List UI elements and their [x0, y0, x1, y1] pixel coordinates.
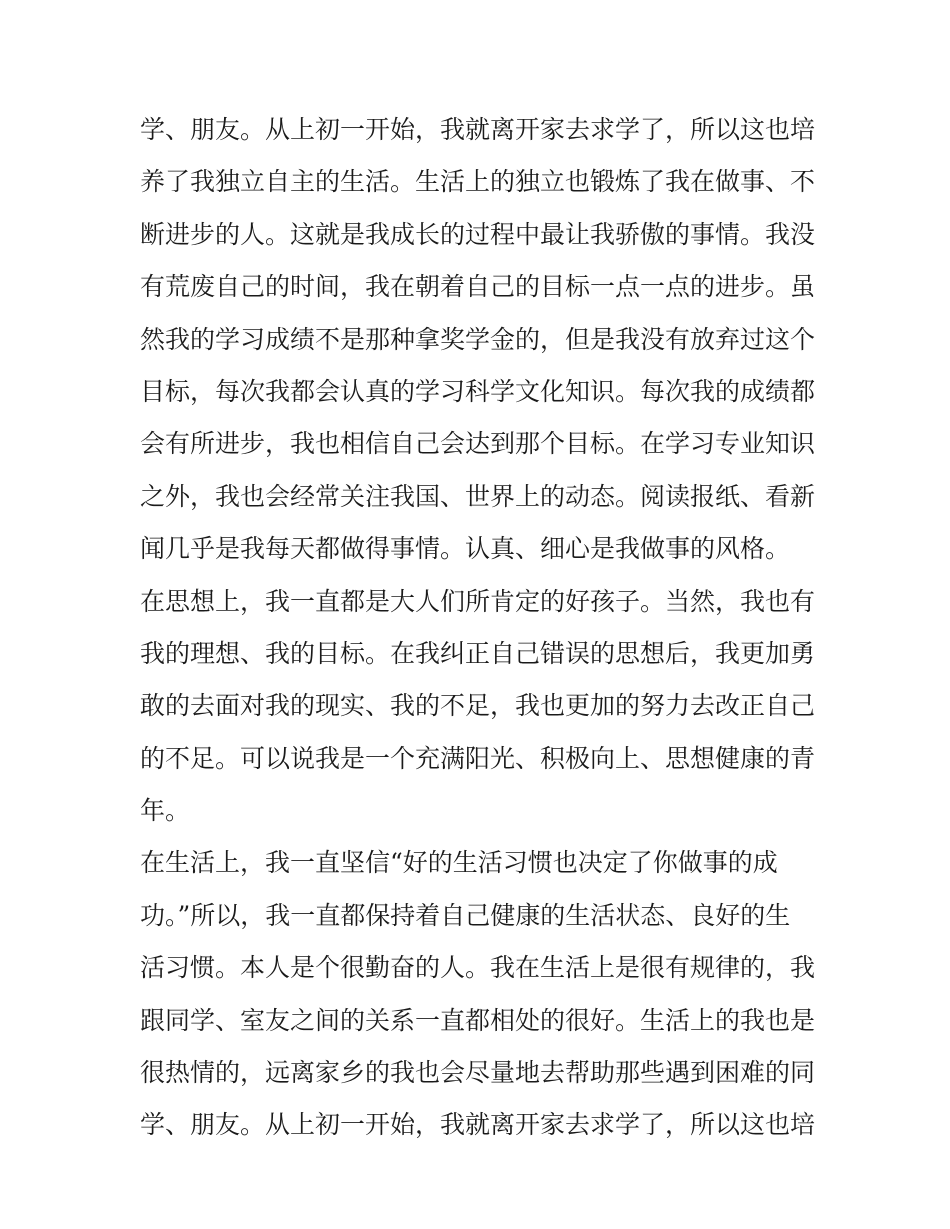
document-body	[140, 104, 830, 1152]
text-line: 然我的学习成绩不是那种拿奖学金的，但是我没有放弃过这个	[140, 324, 816, 354]
text-line: 目标，每次我都会认真的学习科学文化知识。每次我的成绩都	[140, 376, 816, 406]
text-line: 闻几乎是我每天都做得事情。认真、细心是我做事的风格。	[140, 534, 791, 564]
text-line: 学、朋友。从上初一开始，我就离开家去求学了，所以这也培	[140, 1110, 816, 1140]
text-line: 有荒废自己的时间，我在朝着自己的目标一点一点的进步。虽	[140, 272, 816, 302]
text-line: 在生活上，我一直坚信“好的生活习惯也决定了你做事的成	[140, 848, 778, 878]
text-line: 养了我独立自主的生活。生活上的独立也锻炼了我在做事、不	[140, 167, 816, 197]
text-line: 年。	[140, 796, 191, 826]
text-line: 敢的去面对我的现实、我的不足，我也更加的努力去改正自己	[140, 691, 816, 721]
text-line: 功。”所以，我一直都保持着自己健康的生活状态、良好的生	[140, 900, 791, 930]
text-line: 我的理想、我的目标。在我纠正自己错误的思想后，我更加勇	[140, 638, 816, 668]
text-line: 在思想上，我一直都是大人们所肯定的好孩子。当然，我也有	[140, 586, 816, 616]
text-line: 会有所进步，我也相信自己会达到那个目标。在学习专业知识	[140, 429, 816, 459]
text-line: 断进步的人。这就是我成长的过程中最让我骄傲的事情。我没	[140, 219, 816, 249]
text-line: 之外，我也会经常关注我国、世界上的动态。阅读报纸、看新	[140, 481, 816, 511]
text-line: 跟同学、室友之间的关系一直都相处的很好。生活上的我也是	[140, 1005, 816, 1035]
text-line: 学、朋友。从上初一开始，我就离开家去求学了，所以这也培	[140, 115, 816, 144]
text-line: 很热情的，远离家乡的我也会尽量地去帮助那些遇到困难的同	[140, 1058, 816, 1088]
text-line: 的不足。可以说我是一个充满阳光、积极向上、思想健康的青	[140, 743, 816, 773]
text-line: 活习惯。本人是个很勤奋的人。我在生活上是很有规律的，我	[140, 953, 816, 983]
